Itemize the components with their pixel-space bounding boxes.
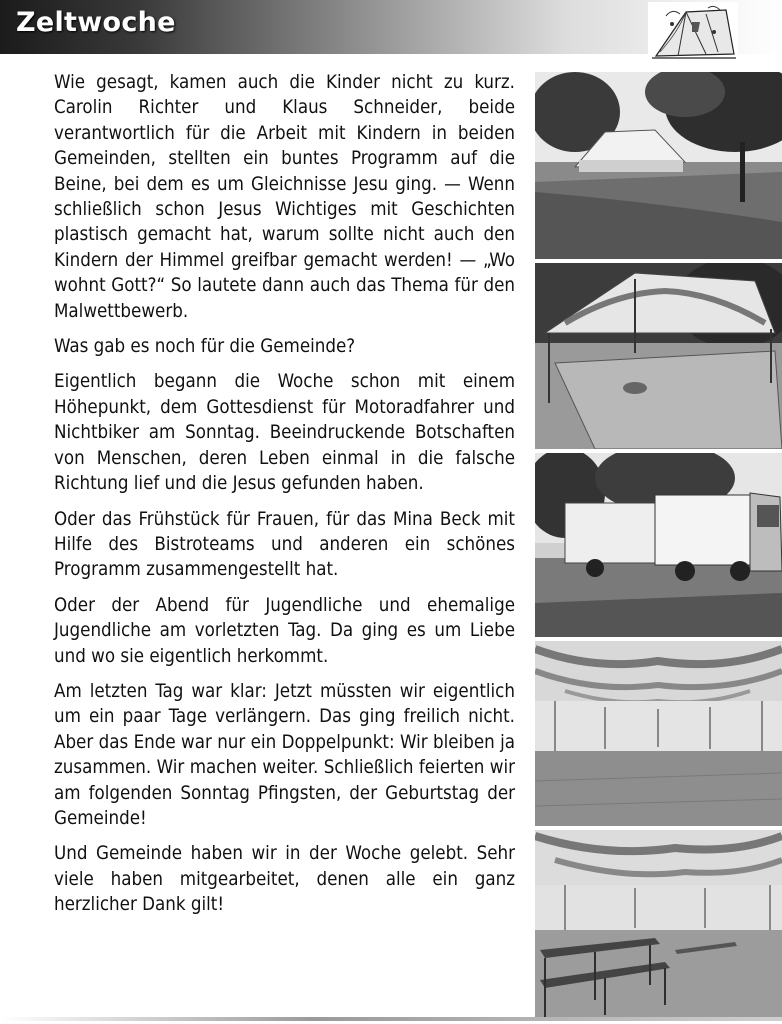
tent-illustration-icon: [648, 2, 738, 64]
article-body: [54, 70, 515, 928]
paragraph: Und Gemeinde haben wir in der Woche gelebt. Sehr viele haben mitgearbeitet, denen alle ein ganz herzlicher Dank gilt!: [54, 843, 515, 916]
photo-tent-in-park: [535, 72, 782, 259]
paragraph: Oder der Abend für Jugendliche und ehemalige Jugendliche am vorletzten Tag. Da ging es um Liebe und wo sie eigentlich herkommt.: [54, 594, 515, 667]
paragraph: Eigentlich begann die Woche schon mit einem Höhepunkt, dem Gottesdienst für Motoradfahrer und Nichtbiker am Sonntag. Beeindruckende Botschaften von Menschen, deren Leben einmal in die falsche Richtung lief und die Jesus gefunden haben.: [54, 371, 515, 495]
tent-frame-photo-icon: [535, 263, 782, 449]
photo-tent-frame-floor: [535, 263, 782, 449]
paragraph: Was gab es noch für die Gemeinde?: [54, 336, 356, 358]
photo-tent-interior-empty: [535, 641, 782, 826]
photo-truck: [535, 453, 782, 637]
benches-photo-icon: [535, 830, 782, 1020]
page-title: Zeltwoche: [16, 7, 176, 38]
paragraph: Am letzten Tag war klar: Jetzt müssten wir eigentlich um ein paar Tage verlängern. Das ging freilich nicht. Aber das Ende war nur ein Doppelpunkt: Wir bleiben ja zusammen. Wir machen weiter. Schließlich feierten wir am folgenden Sonntag Pfingsten, der Geburtstag der Gemeinde!: [54, 680, 515, 829]
photo-tent-interior-benches: [535, 830, 782, 1020]
paragraph: Wie gesagt, kamen auch die Kinder nicht zu kurz. Carolin Richter und Klaus Schneider, beide verantwortlich für die Arbeit mit Kindern in beiden Gemeinden, stellten ein buntes Programm auf die Beine, bei dem es um Gleichnisse Jesu ging. — Wenn schließlich schon Jesus Wichtiges mit Geschichten plastisch gemacht hat, warum sollte nicht auch den Kindern der Himmel greifbar gemacht werden! — „Wo wohnt Gott?“ So lautete dann auch das Thema für den Malwettbewerb.: [54, 72, 515, 322]
tent-interior-photo-icon: [535, 641, 782, 826]
footer-divider: [0, 1017, 782, 1021]
truck-photo-icon: [535, 453, 782, 637]
tent-park-photo-icon: [535, 72, 782, 259]
paragraph: Oder das Frühstück für Frauen, für das Mina Beck mit Hilfe des Bistroteams und anderen ein schönes Programm zusammengestellt hat.: [54, 508, 515, 581]
header-bar: [0, 0, 782, 54]
